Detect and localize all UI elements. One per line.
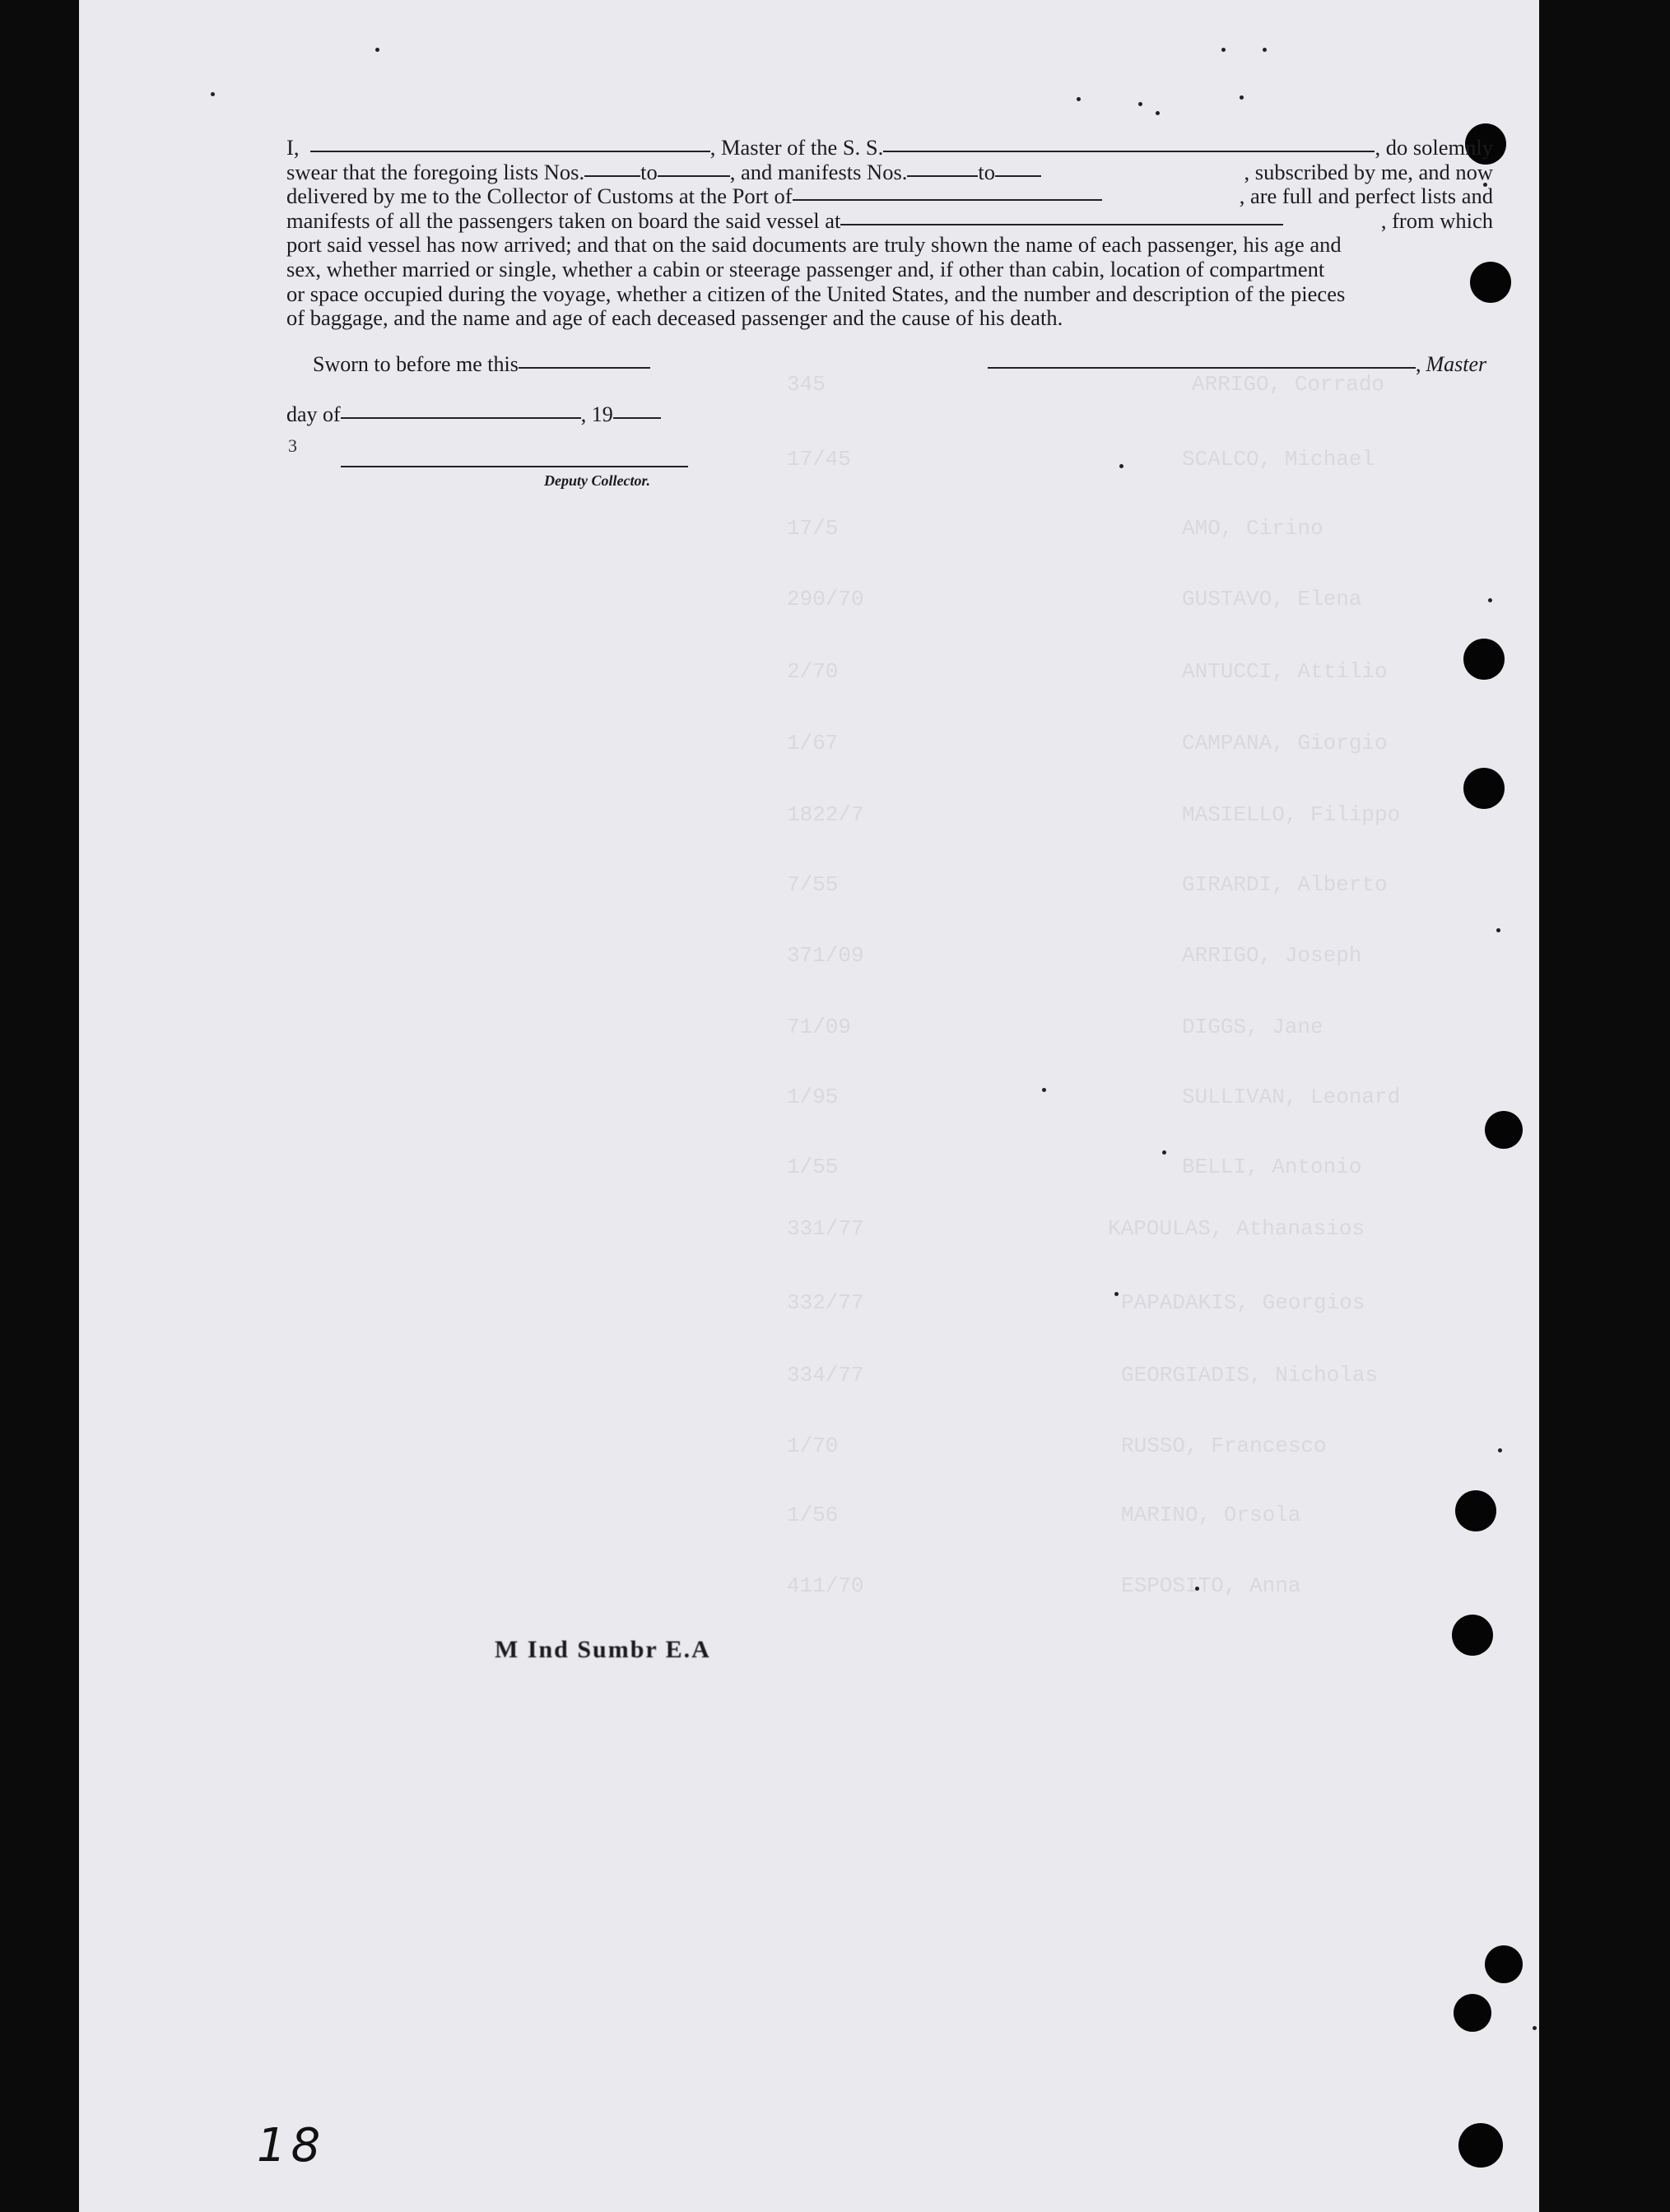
bleed-through-row: BELLI, Antonio: [1182, 1155, 1362, 1179]
bleed-through-row: 332/77: [787, 1290, 864, 1315]
bleed-through-row: AMO, Cirino: [1182, 516, 1323, 541]
bleed-through-row: 71/09: [787, 1015, 852, 1039]
speck: [1263, 48, 1267, 52]
bleed-through-row: 331/77: [787, 1216, 864, 1241]
speck: [1162, 1150, 1166, 1155]
oath-text: to: [640, 159, 658, 184]
sworn-line: [313, 352, 650, 377]
bleed-through-row: 1/56: [787, 1503, 839, 1527]
oath-text: or space occupied during the voyage, whether a citizen of the United States, and the number and description of the pieces: [286, 281, 1346, 306]
stamp-smudge: M Ind Sumbr E.A: [495, 1636, 711, 1663]
speck: [211, 92, 215, 96]
speck: [1114, 1292, 1119, 1296]
bleed-through-row: ANTUCCI, Attilio: [1182, 659, 1388, 684]
oath-text: , from which: [1380, 207, 1493, 233]
year-label: , 19: [580, 402, 613, 426]
bleed-through-row: SULLIVAN, Leonard: [1182, 1085, 1401, 1109]
speck: [1533, 2026, 1537, 2030]
oath-line-1: [286, 136, 1493, 160]
punch-hole: [1458, 2123, 1503, 2168]
deputy-collector-signature-blank: [341, 466, 688, 467]
oath-text: manifests of all the passengers taken on board the said vessel at: [286, 207, 841, 233]
oath-text: of baggage, and the name and age of each deceased passenger and the cause of his death.: [286, 305, 1063, 331]
oath-line-2: [286, 160, 1493, 185]
oath-text: port said vessel has now arrived; and that on the said documents are truly shown the name of each passenger, his age and: [286, 232, 1342, 258]
oath-line-3: [286, 184, 1493, 209]
bleed-through-row: ARRIGO, Corrado: [1192, 372, 1385, 397]
manifest-page: [79, 0, 1539, 2212]
bleed-through-row: 371/09: [787, 943, 864, 968]
speck: [1119, 464, 1123, 468]
deputy-collector-label: Deputy Collector.: [544, 472, 650, 489]
bleed-through-row: GIRARDI, Alberto: [1182, 872, 1388, 897]
punch-hole: [1485, 1945, 1523, 1983]
speck: [1156, 111, 1160, 115]
oath-text: I,: [286, 135, 300, 160]
bleed-through-row: CAMPANA, Giorgio: [1182, 731, 1388, 755]
oath-text: sex, whether married or single, whether a cabin or steerage passenger and, if other than cabin, location of compartment: [286, 256, 1325, 281]
oath-text: , subscribed by me, and now: [1244, 159, 1493, 184]
speck: [1498, 1448, 1502, 1452]
oath-text: swear that the foregoing lists Nos.: [286, 159, 585, 184]
speck: [1240, 95, 1244, 100]
bleed-through-row: MASIELLO, Filippo: [1182, 802, 1401, 827]
master-label: Master: [1426, 352, 1487, 376]
bleed-through-row: 2/70: [787, 659, 839, 684]
handwritten-mark: 3: [288, 435, 297, 456]
oath-text: to: [978, 159, 996, 184]
departure-port-blank: [840, 224, 1283, 225]
oath-line-4: [286, 209, 1493, 234]
month-blank: [341, 417, 581, 419]
bleed-through-row: 345: [787, 372, 826, 397]
list-from-blank: [584, 175, 640, 177]
master-name-blank: [310, 151, 709, 152]
bleed-through-row: 7/55: [787, 872, 839, 897]
bleed-through-row: 1/95: [787, 1085, 839, 1109]
bleed-through-row: 1/67: [787, 731, 839, 755]
bleed-through-row: MARINO, Orsola: [1121, 1503, 1301, 1527]
bleed-through-row: 1822/7: [787, 802, 864, 827]
port-blank: [793, 199, 1102, 201]
bleed-through-row: GEORGIADIS, Nicholas: [1121, 1363, 1379, 1387]
bleed-through-row: 17/5: [787, 516, 839, 541]
bleed-through-row: 1/70: [787, 1434, 839, 1458]
bleed-through-row: 290/70: [787, 587, 864, 611]
year-blank: [613, 417, 661, 419]
speck: [1042, 1088, 1046, 1092]
punch-hole: [1463, 639, 1505, 680]
oath-text: delivered by me to the Collector of Customs at the Port of: [286, 184, 793, 209]
list-to-blank: [658, 175, 730, 177]
bleed-through-row: KAPOULAS, Athanasios: [1108, 1216, 1365, 1241]
bleed-through-row: PAPADAKIS, Georgios: [1121, 1290, 1365, 1315]
master-signature-blank: [988, 367, 1416, 369]
punch-hole: [1454, 1994, 1491, 2032]
bleed-through-row: GUSTAVO, Elena: [1182, 587, 1362, 611]
page-number: 18: [257, 2119, 326, 2172]
oath-text: , are full and perfect lists and: [1239, 184, 1493, 209]
bleed-through-row: ESPOSITO, Anna: [1121, 1573, 1301, 1598]
oath-text: , Master of the S. S.: [709, 135, 884, 160]
bleed-through-row: ARRIGO, Joseph: [1182, 943, 1362, 968]
bleed-through-row: 334/77: [787, 1363, 864, 1387]
manifest-to-blank: [995, 175, 1041, 177]
punch-hole: [1485, 1111, 1523, 1149]
bleed-through-row: SCALCO, Michael: [1182, 447, 1375, 472]
sworn-date-blank: [519, 367, 650, 369]
bleed-through-row: 1/55: [787, 1155, 839, 1179]
bleed-through-row: 17/45: [787, 447, 852, 472]
speck: [375, 48, 379, 52]
bleed-through-row: DIGGS, Jane: [1182, 1015, 1323, 1039]
speck: [1496, 928, 1500, 932]
bleed-through-row: 411/70: [787, 1573, 864, 1598]
punch-hole: [1452, 1615, 1493, 1656]
master-signature-line: , Master: [988, 352, 1486, 377]
oath-text: , and manifests Nos.: [729, 159, 908, 184]
bleed-through-row: RUSSO, Francesco: [1121, 1434, 1327, 1458]
speck: [1138, 102, 1142, 106]
sworn-label: Sworn to before me this: [313, 352, 519, 376]
oath-text: , do solemnly: [1375, 135, 1493, 160]
day-of-line: [286, 402, 661, 427]
oath-paragraph: [286, 136, 1493, 331]
ship-name-blank: [883, 151, 1375, 152]
speck: [1221, 48, 1226, 52]
speck: [1488, 598, 1492, 602]
speck: [1077, 97, 1081, 101]
manifest-from-blank: [907, 175, 978, 177]
punch-hole: [1455, 1490, 1496, 1531]
punch-hole: [1463, 768, 1505, 809]
day-of-label: day of: [286, 402, 341, 426]
